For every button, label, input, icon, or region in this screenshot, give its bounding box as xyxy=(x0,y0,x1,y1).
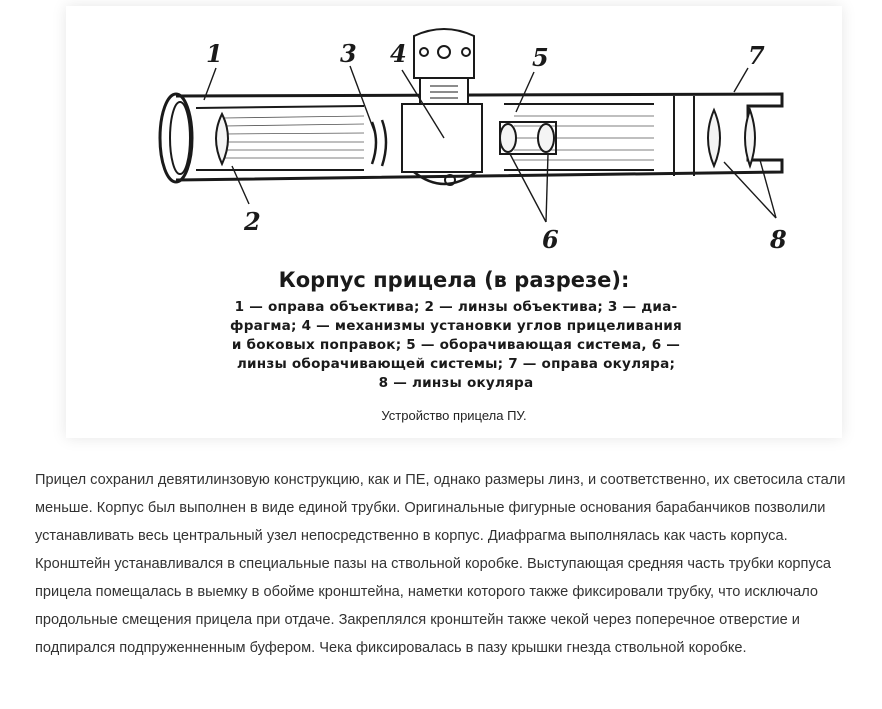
erector-lens-1 xyxy=(500,124,516,152)
eyepiece-mount xyxy=(674,96,694,176)
part-number-4: 4 xyxy=(390,39,407,68)
eyepiece-lens-2 xyxy=(745,110,755,166)
part-number-8: 8 xyxy=(770,225,787,254)
objective-lens xyxy=(216,114,228,164)
figure-card xyxy=(66,6,842,438)
part-number-7: 7 xyxy=(748,41,765,70)
diagram-legend xyxy=(176,298,736,393)
turret-base xyxy=(402,104,482,172)
objective-mount-inner xyxy=(170,102,190,174)
part-number-5: 5 xyxy=(532,43,549,72)
part-number-3: 3 xyxy=(340,39,357,68)
scope-cross-section-diagram xyxy=(114,26,794,266)
diagram-heading: Корпус прицела (в разрезе): xyxy=(278,268,630,292)
legend-line: линзы оборачивающей системы; 7 — оправа окуляра; xyxy=(236,356,676,372)
part-number-1: 1 xyxy=(206,39,223,68)
eyepiece-lens-1 xyxy=(708,110,720,166)
turret-cap xyxy=(414,29,474,78)
part-number-2: 2 xyxy=(244,207,261,236)
article-paragraph: Прицел сохранил девятилинзовую конструкцию, как и ПЕ, однако размеры линз, и соответственно, их светосила стали меньше. Корпус был выполнен в виде единой трубки. Оригинальные фигурные основания барабанчиков позволили устанавливать весь центральный узел непосредственно в корпус. Диафрагма выполнялась как часть корпуса. Кронштейн устанавливался в специальные пазы на ствольной коробке. Выступающая средняя часть трубки корпуса прицела помещалась в выемку в обойме кронштейна, наметки которого также фиксировали трубку, что исключало продольные смещения прицела при отдаче. Закреплялся кронштейн также чекой через поперечное отверстие и подпирался подпруженненным буфером. Чека фиксировалась в пазу крышки гнезда ствольной коробке. xyxy=(35,472,846,656)
objective-mount xyxy=(160,94,192,182)
figure-caption: Устройство прицела ПУ. xyxy=(381,408,527,423)
legend-line: и боковых поправок; 5 — оборачивающая система, 6 — xyxy=(231,337,681,353)
legend-line: 8 — линзы окуляра xyxy=(378,375,534,391)
part-number-6: 6 xyxy=(542,225,559,254)
legend-line: 1 — оправа объектива; 2 — линзы объектива; 3 — диа- xyxy=(234,299,678,315)
legend-line: фрагма; 4 — механизмы установки углов прицеливания xyxy=(230,318,682,334)
diaphragm xyxy=(372,120,386,166)
erector-lens-2 xyxy=(538,124,554,152)
